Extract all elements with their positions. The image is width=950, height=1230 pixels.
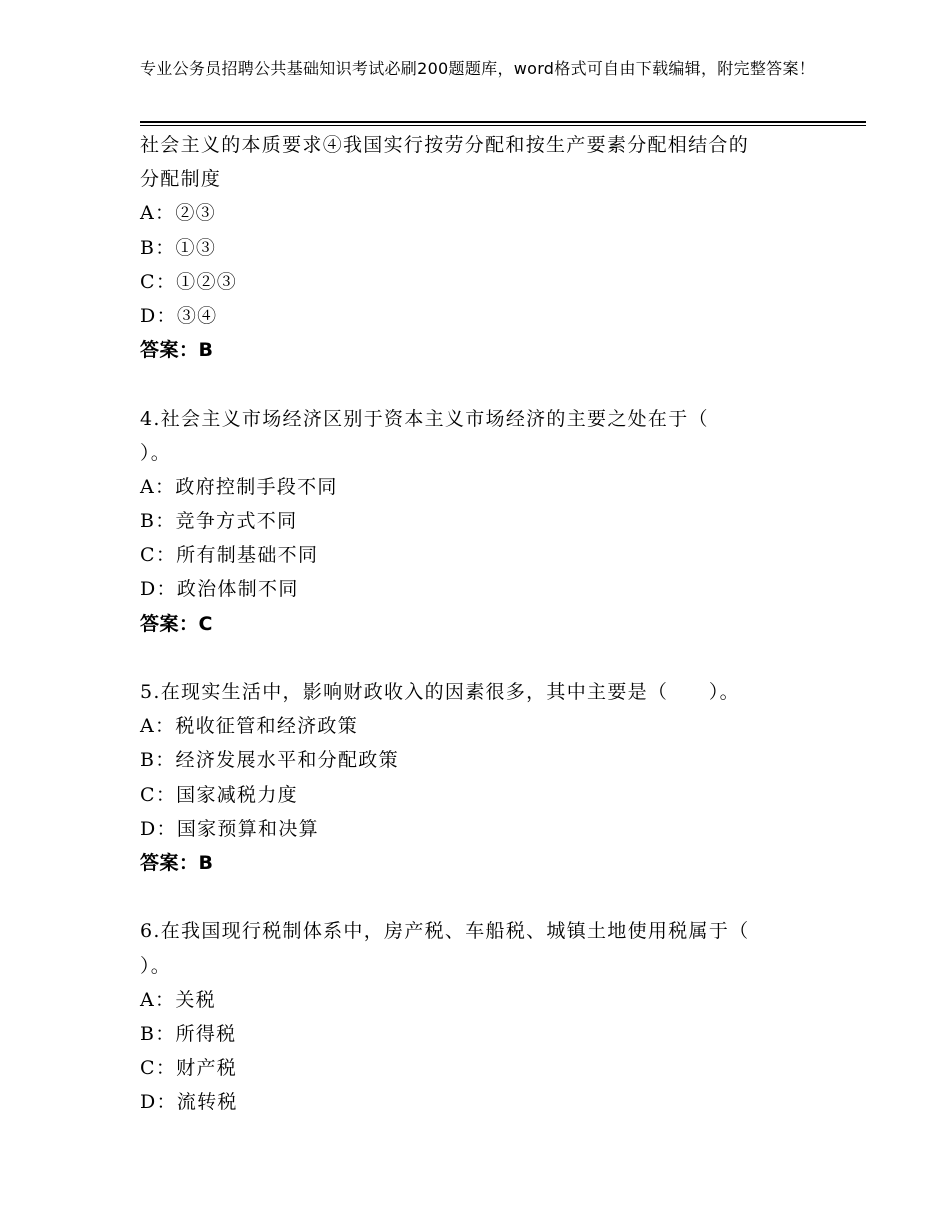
option-b: B：经济发展水平和分配政策 <box>140 749 399 772</box>
answer-label: 答案：C <box>140 612 213 635</box>
option-a: A：②③ <box>140 202 216 225</box>
question-stem: 分配制度 <box>140 168 222 191</box>
question-5 <box>140 675 870 880</box>
option-a: A：政府控制手段不同 <box>140 475 338 498</box>
spacer <box>140 880 870 914</box>
option-a: A：税收征管和经济政策 <box>140 715 359 738</box>
question-stem: 5.在现实生活中，影响财政收入的因素很多，其中主要是（ ）。 <box>140 681 740 703</box>
header-divider-thin <box>140 125 866 126</box>
answer-label: 答案：B <box>140 851 214 874</box>
header-divider-thick <box>140 121 866 123</box>
header-text: 专业公务员招聘公共基础知识考试必刷200题题库，word格式可自由下载编辑，附完整答案！ <box>140 59 816 78</box>
spacer <box>140 641 870 675</box>
option-a: A：关税 <box>140 988 216 1011</box>
question-3 <box>140 128 870 367</box>
question-6 <box>140 914 870 1119</box>
spacer <box>140 367 870 401</box>
option-b: B：所得税 <box>140 1022 237 1045</box>
option-c: C：国家减税力度 <box>140 783 298 806</box>
question-stem: 6.在我国现行税制体系中，房产税、车船税、城镇土地使用税属于（ <box>140 920 750 943</box>
answer-label: 答案：B <box>140 339 214 362</box>
option-c: C：所有制基础不同 <box>140 544 319 567</box>
document-body <box>140 128 870 1119</box>
question-4 <box>140 402 870 641</box>
question-stem: ）。 <box>140 441 172 464</box>
question-stem: 4.社会主义市场经济区别于资本主义市场经济的主要之处在于（ <box>140 407 709 430</box>
question-stem: ）。 <box>140 954 172 977</box>
document-header <box>140 58 880 79</box>
option-c: C：财产税 <box>140 1057 238 1080</box>
option-d: D：③④ <box>140 304 218 327</box>
option-d: D：政治体制不同 <box>140 578 299 601</box>
option-b: B：竞争方式不同 <box>140 510 298 533</box>
option-b: B：①③ <box>140 236 217 259</box>
option-d: D：流转税 <box>140 1091 238 1114</box>
option-d: D：国家预算和决算 <box>140 817 319 840</box>
option-c: C：①②③ <box>140 270 238 293</box>
question-stem: 社会主义的本质要求④我国实行按劳分配和按生产要素分配相结合的 <box>140 134 750 156</box>
